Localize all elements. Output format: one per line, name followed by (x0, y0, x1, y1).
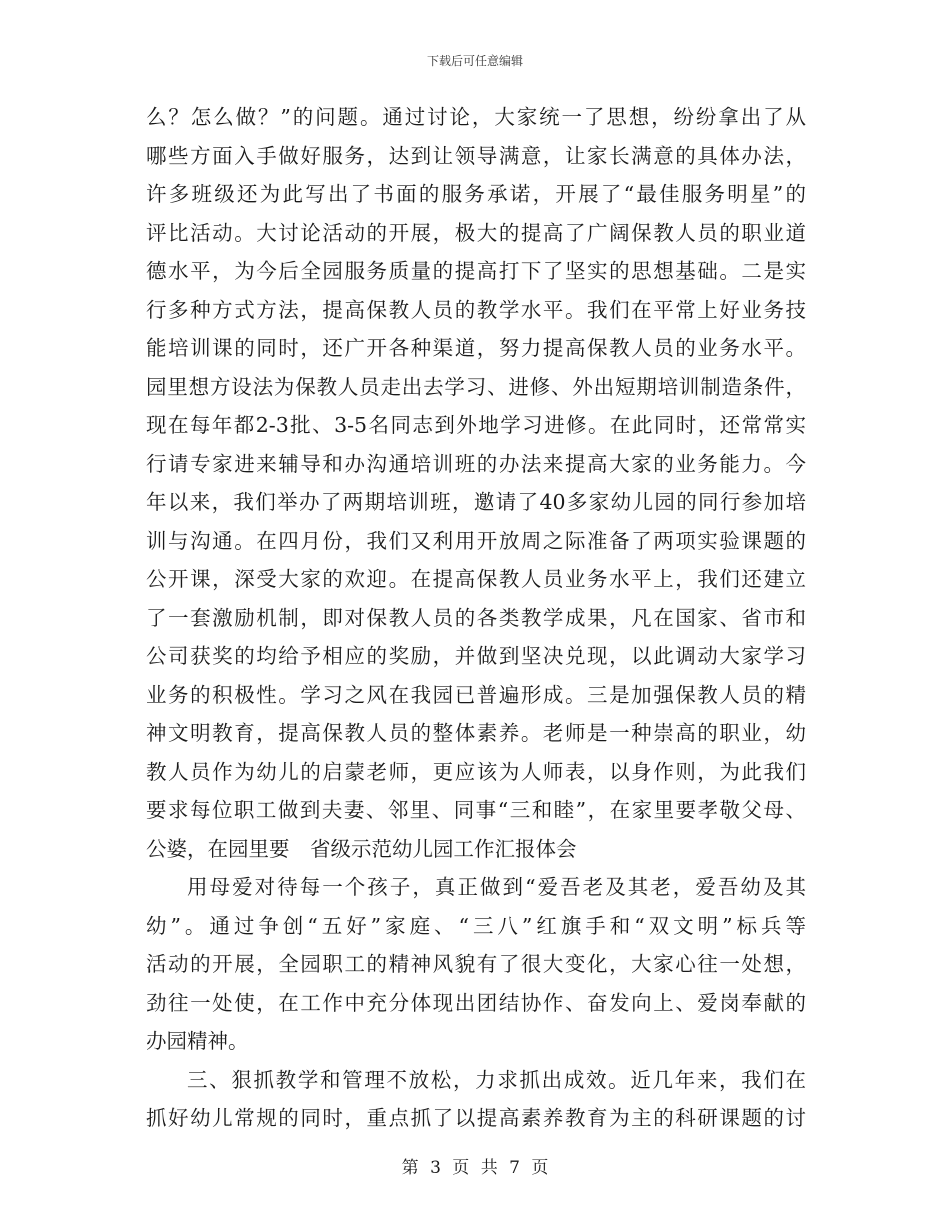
page-number-footer: 第 3 页 共 7 页 (401, 1158, 549, 1178)
text-line: 公婆，在园里要 省级示范幼儿园工作汇报体会 (146, 836, 577, 861)
text-line: 教人员作为幼儿的启蒙老师，更应该为人师表，以身作则，为此我们 (146, 759, 806, 784)
text-line: 评比活动。大讨论活动的开展，极大的提高了广阔保教人员的职业道 (146, 220, 806, 245)
text-line: 训与沟通。在四月份，我们又利用开放周之际准备了两项实验课题的 (146, 528, 806, 553)
text-line: 劲往一处使，在工作中充分体现出团结协作、奋发向上、爱岗奉献的 (146, 990, 806, 1015)
text-line: 许多班级还为此写出了书面的服务承诺，开展了“最佳服务明星”的 (146, 182, 806, 206)
document-body (146, 98, 806, 1138)
text-line: 公司获奖的均给予相应的奖励，并做到坚决兑现，以此调动大家学习 (146, 644, 806, 668)
text-line: 了一套激励机制，即对保教人员的各类教学成果，凡在国家、省市和 (146, 605, 806, 630)
text-line: 哪些方面入手做好服务，达到让领导满意，让家长满意的具体办法， (146, 143, 806, 168)
paragraph-start-line: 用母爱对待每一个孩子，真正做到“爱吾老及其老，爱吾幼及其 (187, 875, 806, 899)
text-line: 业务的积极性。学习之风在我园已普遍形成。三是加强保教人员的精 (146, 682, 806, 707)
text-line: 要求每位职工做到夫妻、邻里、同事“三和睦”，在家里要孝敬父母、 (146, 798, 806, 822)
text-line: 现在每年都2-3批、3-5名同志到外地学习进修。在此同时，还常常实 (146, 413, 806, 437)
text-line: 神文明教育，提高保教人员的整体素养。老师是一种崇高的职业，幼 (146, 721, 806, 745)
text-line: 抓好幼儿常规的同时，重点抓了以提高素养教育为主的科研课题的讨 (146, 1106, 806, 1130)
text-line: 幼”。通过争创“五好”家庭、“三八”红旗手和“双文明”标兵等 (146, 913, 806, 938)
text-line: 活动的开展，全园职工的精神风貌有了很大变化，大家心往一处想， (146, 952, 806, 976)
text-line: 园里想方设法为保教人员走出去学习、进修、外出短期培训制造条件， (146, 374, 806, 399)
text-line: 办园精神。 (146, 1029, 249, 1053)
header-note: 下载后可任意编辑 (426, 54, 523, 68)
text-line: 公开课，深受大家的欢迎。在提高保教人员业务水平上，我们还建立 (146, 567, 806, 591)
text-line: 能培训课的同时，还广开各种渠道，努力提高保教人员的业务水平。 (146, 336, 806, 360)
paragraph-start-line: 三、狠抓教学和管理不放松，力求抓出成效。近几年来，我们在 (187, 1067, 806, 1092)
text-line: 行请专家进来辅导和办沟通培训班的办法来提高大家的业务能力。今 (146, 451, 806, 476)
text-line: 年以来，我们举办了两期培训班，邀请了40多家幼儿园的同行参加培 (146, 490, 806, 514)
text-line: 么？怎么做？”的问题。通过讨论，大家统一了思想，纷纷拿出了从 (146, 105, 806, 129)
text-line: 行多种方式方法，提高保教人员的教学水平。我们在平常上好业务技 (146, 297, 806, 322)
text-line: 德水平，为今后全园服务质量的提高打下了坚实的思想基础。二是实 (146, 259, 806, 283)
